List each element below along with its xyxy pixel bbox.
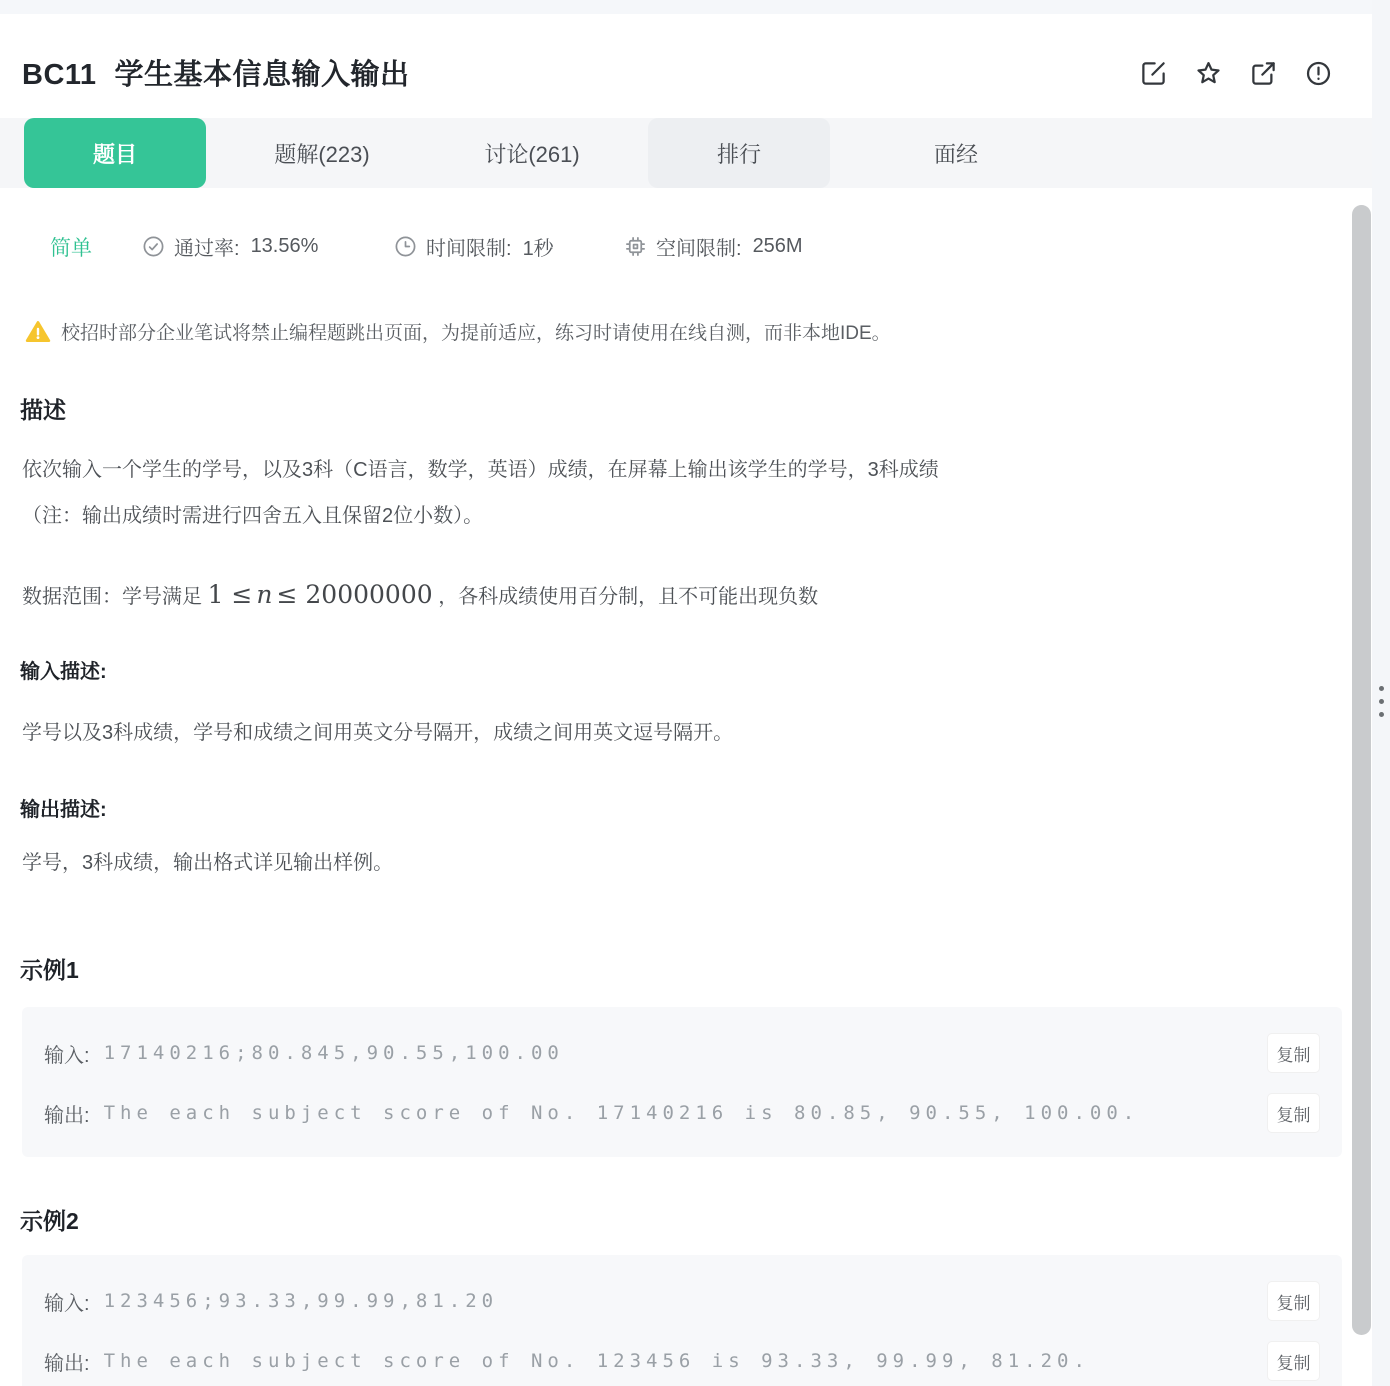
data-range-formula [208, 580, 433, 609]
output-label: 输出: [44, 1352, 90, 1375]
description-line-2: （注：输出成绩时需进行四舍五入且保留2位小数）。 [22, 505, 484, 527]
dot-icon [1379, 686, 1384, 691]
chip-icon [624, 235, 647, 258]
problem-meta [0, 228, 1372, 264]
formula-right: ≤ 20000000 [276, 580, 433, 609]
tab-interview-label: 面经 [933, 141, 978, 167]
report-icon[interactable] [1305, 60, 1332, 87]
formula-left: 1 ≤ [207, 580, 253, 609]
input-label: 输入: [44, 1044, 90, 1067]
notice-banner [25, 318, 891, 345]
input-description-text: 学号以及3科成绩，学号和成绩之间用英文分号隔开，成绩之间用英文逗号隔开。 [22, 722, 734, 744]
example-2-heading: 示例2 [20, 1208, 79, 1234]
example-2-output-value: The each subject score of No. 123456 is 93.33, 99.99, 81.20. [103, 1350, 1090, 1372]
data-range-prefix: 数据范围：学号满足 [22, 586, 202, 608]
tab-ranking-label: 排行 [716, 141, 761, 167]
example-1-input-row [44, 1033, 1320, 1073]
star-icon[interactable] [1195, 60, 1222, 87]
copy-output-2-button[interactable]: 复制 [1267, 1341, 1320, 1381]
clock-icon [394, 235, 417, 258]
dot-icon [1379, 712, 1384, 717]
example-1-output-value: The each subject score of No. 17140216 is 80.85, 90.55, 100.00. [103, 1102, 1140, 1124]
section-input-heading: 输入描述: [20, 661, 107, 683]
page-title [22, 52, 410, 93]
section-description-heading: 描述 [20, 397, 66, 423]
example-2-input-row [44, 1281, 1320, 1321]
time-limit [394, 228, 554, 264]
tab-solutions[interactable] [232, 118, 412, 188]
warning-icon [25, 319, 51, 345]
edit-icon[interactable] [1140, 60, 1167, 87]
description-line-1: 依次输入一个学生的学号，以及3科（C语言，数学，英语）成绩，在屏幕上输出该学生的学号，3科成绩 [22, 459, 939, 481]
copy-input-1-button[interactable]: 复制 [1267, 1033, 1320, 1073]
tab-problem-label: 题目 [92, 141, 137, 167]
tab-discussion[interactable] [442, 118, 622, 188]
problem-code: BC11 [22, 59, 97, 91]
header-actions [1140, 60, 1332, 87]
page-top-strip [0, 0, 1390, 14]
example-1-box [22, 1007, 1342, 1157]
pane-resize-handle[interactable] [1377, 686, 1385, 717]
problem-title-text: 学生基本信息输入输出 [114, 59, 410, 91]
example-2-input-value: 123456;93.33,99.99,81.20 [103, 1290, 499, 1312]
tab-solutions-label: 题解(223) [274, 141, 370, 167]
acceptance-value: 13.56% [250, 234, 319, 257]
tab-interview[interactable] [866, 118, 1046, 188]
memory-limit-value: 256M [752, 234, 803, 257]
time-limit-value: 1秒 [522, 237, 554, 260]
tab-bar [0, 118, 1372, 188]
example-1-output-row [44, 1093, 1320, 1133]
dot-icon [1379, 699, 1384, 704]
time-limit-label: 时间限制: [426, 237, 512, 260]
tab-ranking[interactable] [648, 118, 830, 188]
example-2-output-row [44, 1341, 1320, 1381]
data-range-suffix: ，各科成绩使用百分制，且不可能出现负数 [438, 586, 819, 608]
data-range-line [22, 580, 818, 609]
memory-limit-label: 空间限制: [656, 237, 742, 260]
tab-problem[interactable] [24, 118, 206, 188]
tab-discussion-label: 讨论(261) [484, 141, 580, 167]
example-2-box [22, 1255, 1342, 1386]
example-1-input-value: 17140216;80.845,90.55,100.00 [103, 1042, 564, 1064]
copy-output-1-button[interactable]: 复制 [1267, 1093, 1320, 1133]
output-label: 输出: [44, 1104, 90, 1127]
copy-input-2-button[interactable]: 复制 [1267, 1281, 1320, 1321]
check-circle-icon [142, 235, 165, 258]
memory-limit [624, 228, 803, 264]
acceptance-rate [142, 228, 318, 264]
example-1-heading: 示例1 [20, 957, 79, 983]
vertical-scrollbar-thumb[interactable] [1352, 205, 1371, 1335]
difficulty-badge: 简单 [50, 237, 92, 260]
section-output-heading: 输出描述: [20, 799, 107, 821]
output-description-text: 学号，3科成绩，输出格式详见输出样例。 [22, 852, 394, 874]
formula-variable: n [256, 580, 273, 609]
acceptance-label: 通过率: [174, 237, 240, 260]
input-label: 输入: [44, 1292, 90, 1315]
notice-text: 校招时部分企业笔试将禁止编程题跳出页面，为提前适应，练习时请使用在线自测，而非本地IDE。 [61, 323, 891, 344]
share-icon[interactable] [1250, 60, 1277, 87]
